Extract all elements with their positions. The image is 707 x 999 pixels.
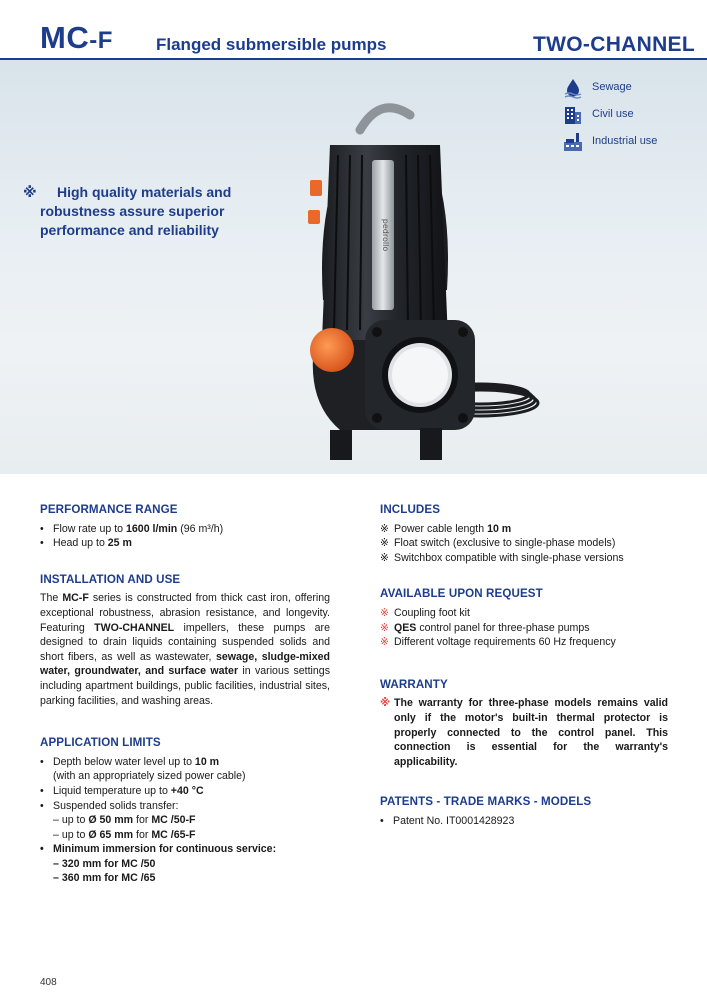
reference-mark-icon: ※ (23, 184, 37, 200)
list-item: ※ Float switch (exclusive to single-phase models) (380, 537, 616, 550)
list-item: ※ Switchbox compatible with single-phase versions (380, 551, 624, 564)
right-column (380, 503, 668, 829)
application-uses (562, 77, 692, 158)
list-item: • Liquid temperature up to +40 °C (40, 784, 330, 799)
patents-list (380, 814, 668, 829)
request-list (380, 606, 668, 650)
page-number: 408 (40, 977, 57, 988)
use-sewage (562, 77, 692, 104)
installation-paragraph: The MC-F series is constructed from thick cast iron, offering exceptional robustness, abrasion resistance, and longevity. Featuring TWO-CHANNEL impellers, these pumps are designed to drain liquids containing suspended solids and short fibers, as well as wastewater, sewage, sludge-mixed water, groundwater, and surface water in various settings including apartment buildings, public facilities, industrial sites, parking facilities, and washing areas. (40, 592, 331, 707)
section-title-installation: INSTALLATION AND USE (40, 572, 181, 586)
section-title-patents: PATENTS - TRADE MARKS - MODELS (380, 795, 592, 809)
includes-list (380, 522, 668, 566)
limits-list (40, 755, 330, 886)
reference-mark-icon: ※ (380, 621, 389, 634)
model-name: MC-F (40, 20, 113, 55)
hero-tagline (23, 183, 260, 240)
reference-mark-icon: ※ (380, 551, 389, 564)
section-title-includes: INCLUDES (380, 503, 441, 516)
use-label-industrial: Industrial use (592, 135, 658, 147)
model-suffix: -F (89, 27, 113, 54)
sewage-drop-icon (562, 77, 584, 99)
section-title-request: AVAILABLE UPON REQUEST (380, 587, 543, 601)
list-item: ※ Different voltage requirements 60 Hz frequency (380, 636, 616, 649)
warranty-note (380, 696, 668, 769)
category-title: TWO-CHANNEL (533, 33, 695, 56)
factory-icon (562, 131, 584, 153)
section-title-performance: PERFORMANCE RANGE (40, 503, 178, 516)
list-item: ※ QES control panel for three-phase pumps (380, 621, 590, 634)
list-item: • Flow rate up to 1600 l/min (96 m³/h) (40, 522, 330, 537)
list-item: • Depth below water level up to 10 m (40, 755, 330, 770)
tagline-line-2: robustness assure superior (40, 203, 225, 219)
tagline-line-3: performance and reliability (40, 222, 219, 238)
list-item: • Head up to 25 m (40, 536, 330, 551)
use-industrial (562, 131, 692, 158)
list-subitem: – up to Ø 50 mm for MC /50-F (53, 814, 196, 827)
reference-mark-icon: ※ (380, 537, 389, 550)
use-label-sewage: Sewage (592, 81, 632, 93)
section-title-warranty: WARRANTY (380, 677, 448, 691)
pump-brand-text: pedrollo (381, 218, 390, 252)
hero-banner (0, 60, 707, 474)
list-item: ※ Power cable length 10 m (380, 522, 512, 535)
list-item: • Suspended solids transfer: (40, 799, 330, 814)
use-label-civil: Civil use (592, 108, 634, 120)
reference-mark-icon: ※ (380, 697, 391, 710)
pump-product-image (280, 100, 540, 470)
reference-mark-icon: ※ (380, 522, 389, 535)
list-subitem: – up to Ø 65 mm for MC /65-F (53, 828, 196, 841)
performance-list (40, 522, 330, 551)
use-civil (562, 104, 692, 131)
building-icon (562, 104, 584, 126)
warranty-text: ※ The warranty for three-phase models remains valid only if the motor's built-in thermal protector is properly connected to the control panel. This connection is essential for the warranty's applicability. (380, 697, 668, 768)
left-column (40, 503, 330, 886)
page-header (0, 0, 707, 60)
list-item: • Minimum immersion for continuous service: (40, 842, 330, 857)
reference-mark-icon: ※ (380, 636, 389, 649)
page-subtitle: Flanged submersible pumps (156, 35, 387, 54)
list-item-note: (with an appropriately sized power cable) (53, 770, 246, 783)
list-subitem: – 360 mm for MC /65 (53, 872, 156, 885)
list-item: • Patent No. IT0001428923 (380, 814, 668, 829)
list-item: ※ Coupling foot kit (380, 606, 470, 619)
tagline-line-1: ※ High quality materials and (23, 184, 232, 200)
list-subitem: – 320 mm for MC /50 (53, 857, 156, 870)
reference-mark-icon: ※ (380, 606, 389, 619)
section-title-limits: APPLICATION LIMITS (40, 736, 161, 750)
